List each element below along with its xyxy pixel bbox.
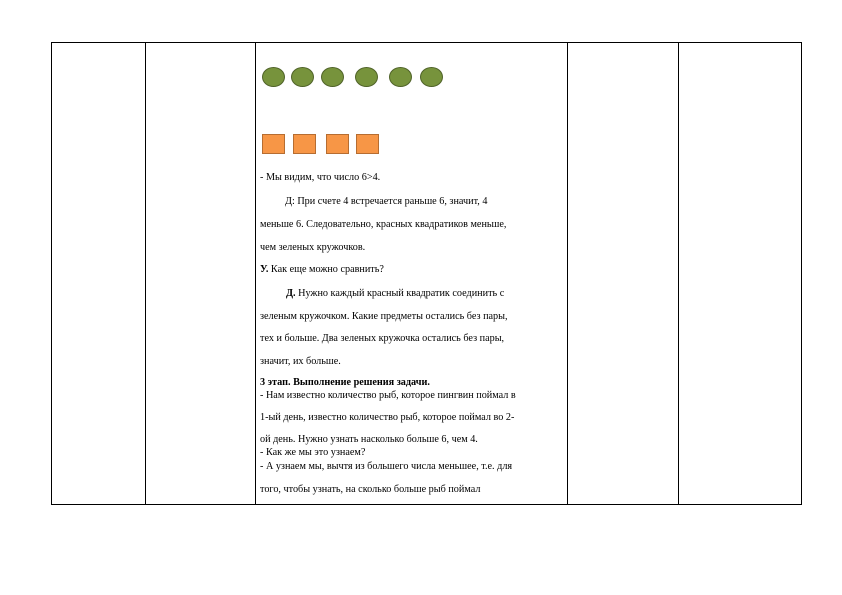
green-circle <box>389 67 412 87</box>
teacher-label: У. <box>260 264 269 275</box>
green-circle <box>420 67 443 87</box>
text-line: значит, их больше. <box>260 356 341 367</box>
text-line: того, чтобы узнать, на сколько больше рыб поймал <box>260 484 481 495</box>
green-circle <box>355 67 378 87</box>
cell-content <box>256 43 567 504</box>
orange-square <box>262 134 285 154</box>
orange-square <box>293 134 316 154</box>
cell-col-1 <box>52 43 145 504</box>
teacher-question: Как еще можно сравнить? <box>268 264 384 275</box>
orange-square <box>356 134 379 154</box>
green-circle <box>291 67 314 87</box>
green-circle <box>321 67 344 87</box>
cell-col-5 <box>679 43 801 504</box>
green-circle <box>262 67 285 87</box>
lesson-table <box>51 42 802 505</box>
text-line <box>286 288 504 300</box>
cell-col-4 <box>568 43 678 504</box>
text-line: - А узнаем мы, вычтя из большего числа меньшее, т.е. для <box>260 461 513 472</box>
student-label: Д. <box>286 288 296 299</box>
text-line: 1-ый день, известно количество рыб, которое поймал во 2- <box>260 412 515 423</box>
text-line: Д: При счете 4 встречается раньше 6, значит, 4 <box>285 196 488 207</box>
text-line: - Как же мы это узнаем? <box>260 447 366 458</box>
cell-col-2 <box>146 43 255 504</box>
text-line: ой день. Нужно узнать насколько больше 6, чем 4. <box>260 434 478 445</box>
text-line <box>260 264 384 276</box>
text-line: чем зеленых кружочков. <box>260 242 366 253</box>
stage-heading: 3 этап. Выполнение решения задачи. <box>260 377 430 388</box>
student-answer: Нужно каждый красный квадратик соединить с <box>295 288 505 299</box>
text-line: зеленым кружочком. Какие предметы остались без пары, <box>260 311 508 322</box>
text-line: тех и больше. Два зеленых кружочка остались без пары, <box>260 333 505 344</box>
text-line: - Нам известно количество рыб, которое пингвин поймал в <box>260 390 516 401</box>
orange-square <box>326 134 349 154</box>
text-line: - Мы видим, что число 6>4. <box>260 172 381 183</box>
text-line: меньше 6. Следовательно, красных квадратиков меньше, <box>260 219 507 230</box>
